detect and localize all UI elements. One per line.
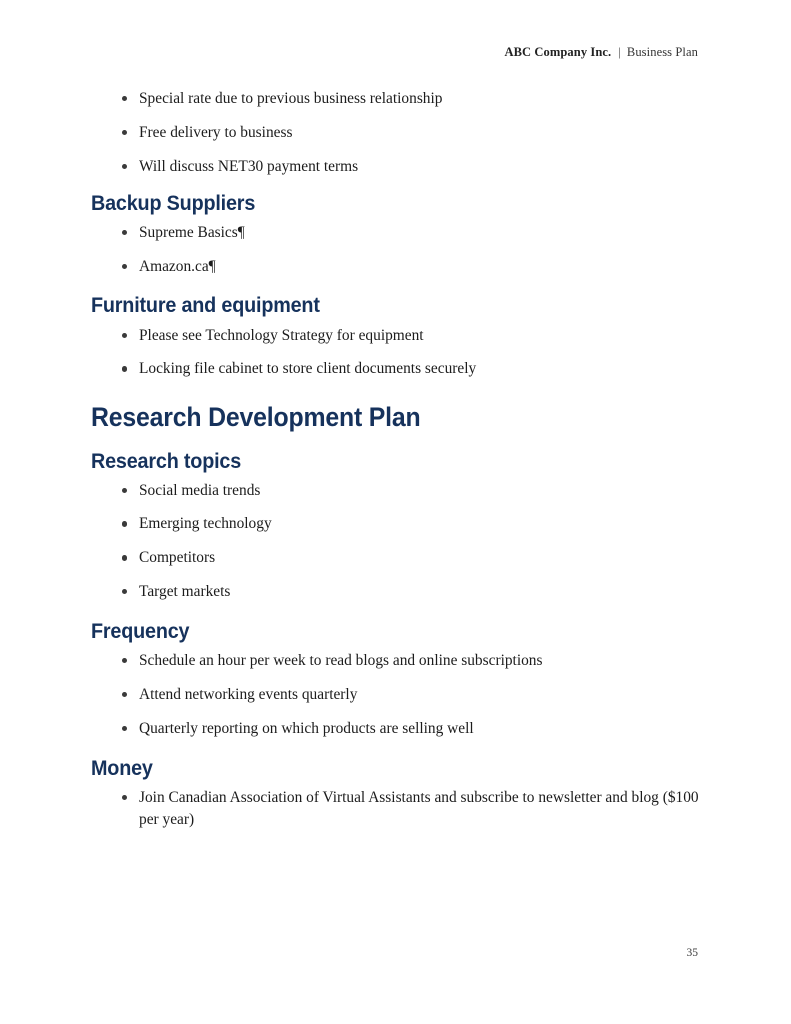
list-item [91,480,701,502]
list-item-text: Amazon.ca¶ [139,257,216,275]
list-item [91,650,701,672]
running-header [504,44,698,60]
bullet-icon [122,726,127,731]
section-heading: Frequency [91,619,190,644]
list-item [91,513,701,535]
list-item [91,256,701,278]
list-item-text: Join Canadian Association of Virtual Assistants and subscribe to newsletter and blog ($100 per year) [139,788,699,828]
bullet-icon [122,555,127,560]
page-title: Research Development Plan [91,402,421,433]
list-item [91,122,701,144]
section-money [91,756,701,831]
bullet-icon [122,795,127,800]
section-bullet-list [91,650,701,740]
list-item [91,88,701,110]
list-item [91,358,701,380]
bullet-icon [122,488,127,493]
section-frequency [91,619,701,740]
list-item-text: Free delivery to business [139,123,293,141]
bullet-icon [122,692,127,697]
list-item [91,547,701,569]
list-item-text: Please see Technology Strategy for equipment [139,326,424,344]
list-item-text: Emerging technology [139,515,272,533]
list-item [91,718,701,740]
bullet-icon [122,164,127,169]
section-furniture-and-equipment [91,293,701,380]
page-number: 35 [686,947,698,959]
section-research-topics [91,449,701,604]
header-document-title: Business Plan [626,45,698,59]
bullet-icon [122,589,127,594]
list-item-text: Attend networking events quarterly [139,686,358,704]
list-item [91,581,701,603]
bullet-icon [122,366,127,371]
list-item-text: Social media trends [139,481,261,499]
list-item-text: Locking file cabinet to store client documents securely [139,360,477,378]
list-item-text: Special rate due to previous business relationship [139,90,443,107]
bullet-icon [122,521,127,526]
section-bullet-list [91,787,701,831]
section-bullet-list [91,480,701,604]
bullet-icon [122,658,127,663]
section-heading: Backup Suppliers [91,190,256,215]
header-separator: | [618,44,621,59]
list-item-text: Will discuss NET30 payment terms [139,157,359,175]
list-item-text: Quarterly reporting on which products are selling well [139,719,474,737]
bullet-icon [122,96,127,101]
document-body [91,88,701,844]
intro-bullet-block [91,88,701,178]
list-item-text: Schedule an hour per week to read blogs and online subscriptions [139,652,543,670]
section-bullet-list [91,222,701,278]
bullet-icon [122,230,127,235]
list-item-text: Competitors [139,549,216,567]
list-item [91,325,701,347]
section-heading: Furniture and equipment [91,293,320,318]
list-item [91,684,701,706]
bullet-icon [122,264,127,269]
list-item [91,787,701,831]
list-item [91,156,701,178]
section-research-development-plan [91,402,701,432]
section-bullet-list [91,325,701,381]
bullet-icon [122,130,127,135]
list-item [91,222,701,244]
section-heading: Research topics [91,448,242,473]
bullet-icon [122,333,127,338]
list-item-text: Target markets [139,583,231,601]
intro-bullet-list [91,88,701,178]
section-heading: Money [91,755,153,780]
list-item-text: Supreme Basics¶ [139,223,245,241]
header-company-name: ABC Company Inc. [504,45,612,59]
section-backup-suppliers [91,191,701,278]
